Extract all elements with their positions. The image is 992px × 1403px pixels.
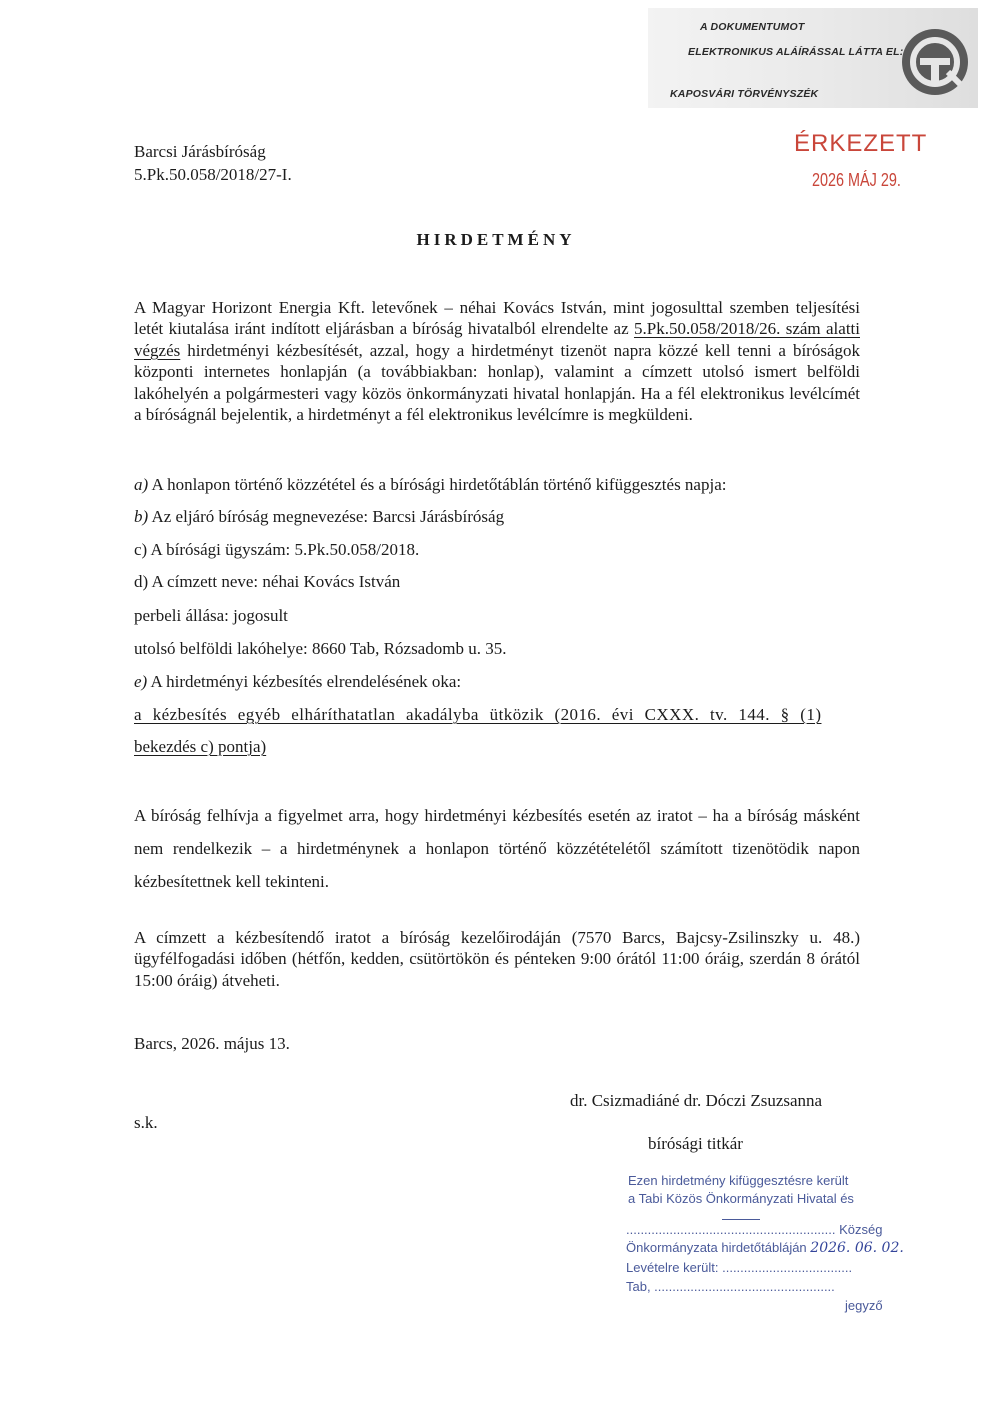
item-b bbox=[134, 507, 504, 527]
posting-line-7: jegyző bbox=[845, 1298, 883, 1313]
esignature-line-1: A DOKUMENTUMOT bbox=[700, 21, 805, 33]
signatory-role: bírósági titkár bbox=[648, 1134, 743, 1153]
item-c: c) A bírósági ügyszám: 5.Pk.50.058/2018. bbox=[134, 540, 420, 559]
item-a bbox=[134, 475, 726, 495]
received-stamp-label: ÉRKEZETT bbox=[794, 130, 928, 157]
court-name: Barcsi Járásbíróság bbox=[134, 142, 266, 161]
item-a-marker: a) bbox=[134, 475, 149, 494]
posting-line-6: Tab, .................................................. bbox=[626, 1279, 835, 1294]
posting-handwritten-date: 2026. 06. 02. bbox=[810, 1240, 904, 1256]
intro-text-start: A Magyar Horizont Energia Kft. letevőnek – néhai Kovács István, mint jogosulttal szemben teljesítési letét kiutalása iránt indított eljárásban a bíróság hivatalból elrendelte az bbox=[134, 298, 860, 339]
item-e-reason-line-2: bekezdés c) pontja) bbox=[134, 737, 267, 756]
item-b-marker: b) bbox=[134, 507, 149, 526]
signed-mark: s.k. bbox=[134, 1113, 158, 1132]
document-title: HIRDETMÉNY bbox=[416, 230, 576, 249]
posting-line-4-label: Önkormányzata hirdetőtábláján bbox=[626, 1240, 807, 1255]
esignature-line-3: KAPOSVÁRI TÖRVÉNYSZÉK bbox=[670, 88, 819, 100]
case-number: 5.Pk.50.058/2018/27-I. bbox=[134, 165, 292, 184]
ruling-reference: 5.Pk.50.058/2018/26. szám alatti végzés bbox=[134, 319, 860, 360]
place-date: Barcs, 2026. május 13. bbox=[134, 1034, 290, 1053]
posting-dash bbox=[722, 1219, 760, 1220]
posting-line-4 bbox=[626, 1240, 904, 1256]
esignature-stamp bbox=[648, 8, 978, 108]
item-d-address: utolsó belföldi lakóhelye: 8660 Tab, Rózsadomb u. 35. bbox=[134, 639, 507, 658]
signatory-name: dr. Csizmadiáné dr. Dóczi Zsuzsanna bbox=[570, 1091, 823, 1110]
intro-paragraph bbox=[134, 297, 860, 425]
posting-line-3 bbox=[626, 1222, 883, 1237]
item-d-role: perbeli állása: jogosult bbox=[134, 606, 288, 625]
posting-line-5: Levételre került: .................................... bbox=[626, 1260, 853, 1275]
posting-line-2: a Tabi Közös Önkormányzati Hivatal és bbox=[628, 1191, 854, 1206]
item-a-text: A honlapon történő közzététel és a bírósági hirdetőtáblán történő kifüggesztés napja: bbox=[148, 475, 727, 494]
item-e-reason-line-1: a kézbesítés egyéb elháríthatatlan akadályba ütközik (2016. évi CXXX. tv. 144. § (1) bbox=[134, 705, 822, 724]
item-e-text: A hirdetményi kézbesítés elrendelésének oka: bbox=[147, 672, 462, 691]
intro-text-end: hirdetményi kézbesítését, azzal, hogy a hirdetményt tizenöt napra közzé kell tenni a bíróságok központi internetes honlapján (a továbbiakban: honlap), valamint a címzett utolsó ismert belföldi lakóhelyén a polgármesteri vagy közös önkormányzati hivatal honlapján. Ha a fél elektronikus levélcímét a bíróságnál bejelentik, a hirdetményt a fél elektronikus levélcímre is megküldeni. bbox=[134, 340, 860, 425]
item-e bbox=[134, 672, 461, 692]
item-b-text: Az eljáró bíróság megnevezése: Barcsi Járásbíróság bbox=[148, 507, 505, 526]
posting-line-3-word: Község bbox=[839, 1222, 883, 1237]
esignature-line-2: ELEKTRONIKUS ALÁÍRÁSSAL LÁTTA EL: bbox=[688, 46, 904, 58]
item-e-marker: e) bbox=[134, 672, 148, 691]
pickup-paragraph: A címzett a kézbesítendő iratot a bíróság kezelőirodáján (7570 Barcs, Bajcsy-Zsilinszky u. 48.) ügyfélfogadási időben (hétfőn, kedden, csütörtökön és pénteken 9:00 órától 11:00 óráig, szerdán 8 órától 15:00 óráig) átveheti. bbox=[134, 928, 860, 990]
received-stamp-date: 2026 MÁJ 29. bbox=[812, 170, 901, 190]
notice-paragraph: A bíróság felhívja a figyelmet arra, hogy hirdetményi kézbesítés esetén az iratot – ha a bíróság másként nem rendelkezik – a hirdetménynek a honlapon történő közzétételétől számított tizenötödik napon kézbesítettnek kell tekinteni. bbox=[134, 806, 860, 891]
item-d: d) A címzett neve: néhai Kovács István bbox=[134, 572, 401, 591]
court-seal-logo-icon bbox=[898, 22, 972, 102]
posting-line-1: Ezen hirdetmény kifüggesztésre került bbox=[628, 1173, 849, 1188]
posting-line-3-dots: .......................................................... bbox=[626, 1222, 836, 1237]
